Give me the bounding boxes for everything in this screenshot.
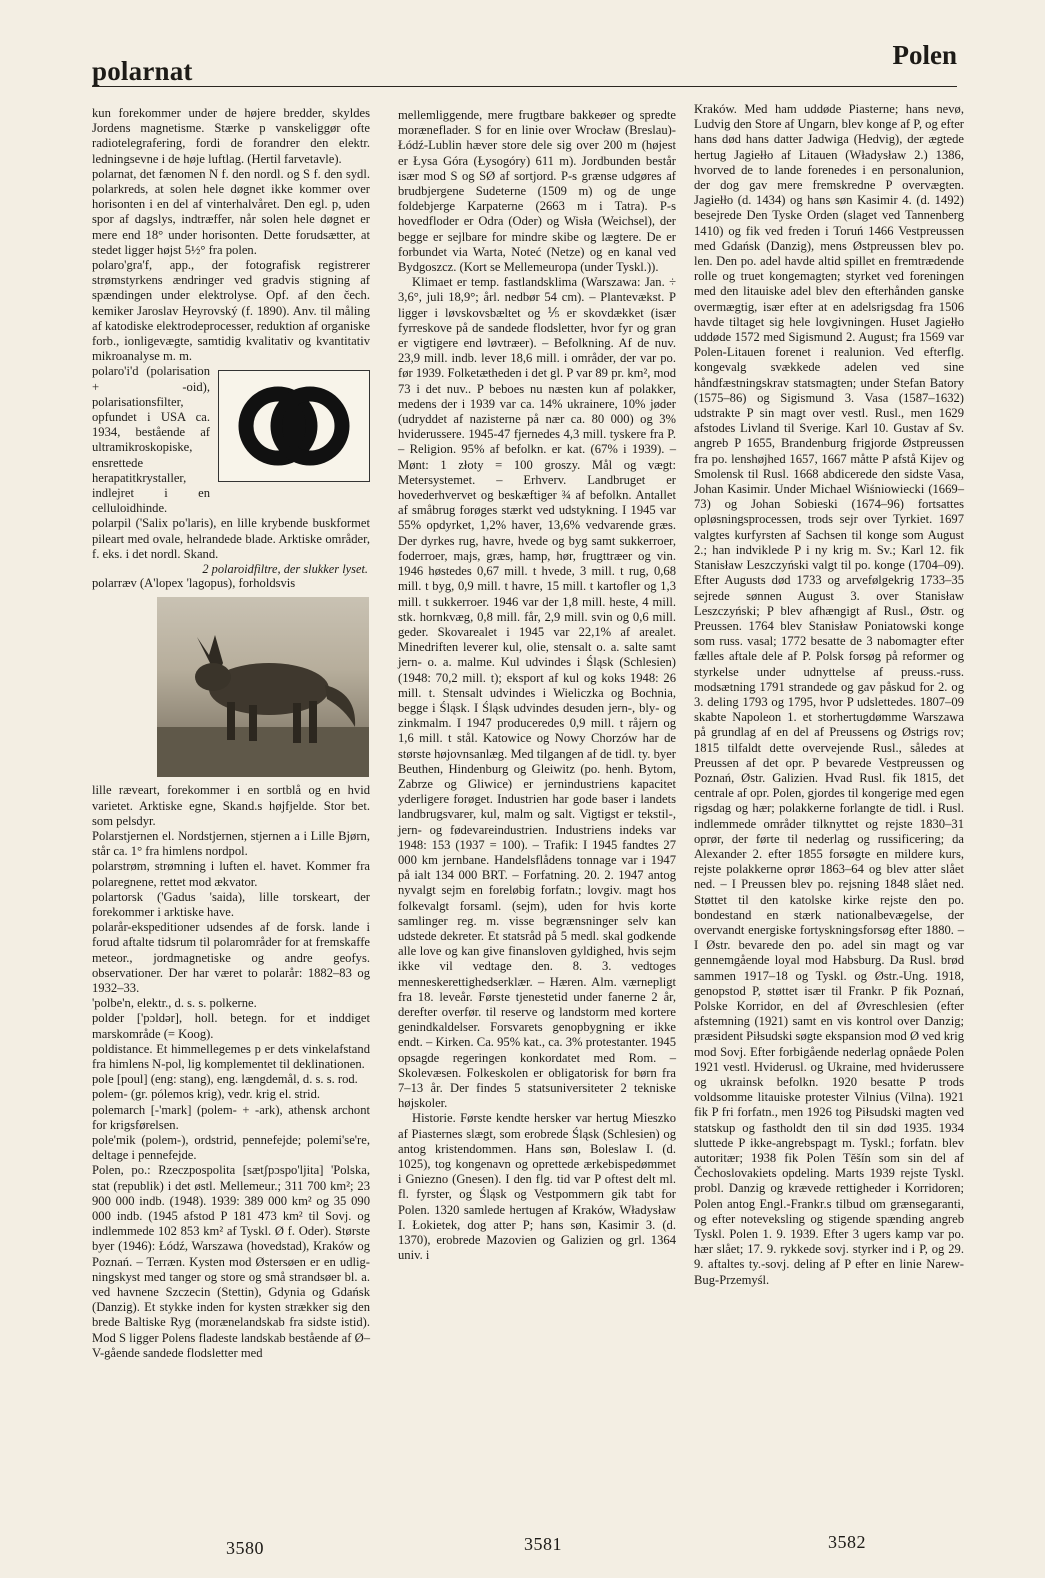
entry: Polen, po.: Rzeczpospolita [sætʃpɔspo'ljita] 'Polska, stat (republik) i det østl. Mellemeur.; 311 700 km²; 23 900 000 indb. (1948). 1939: 389 000 km² og 35 090 000 indb. (1945 afstod P 181 473 km² til Sovj. og indlemmede 102 853 km² af Tyskl. Ø f. Oder). Største byer (1946): Łódź, Warszawa (hovedstad), Kraków og Poznań. – Terræn. Kysten mod Østersøen er en udligningskyst med tanger og store og små strandsøer bl. a. ved havnene Szczecin (Stettin), Gdynia og Gdańsk (Danzig). Et stykke inden for kysten strækker sig den brede Baltiske Ryg (morænelandskab fra sidste istid). Mod S ligger Polens fladeste landskab bestående af Ø–V-gående sandede flodsletter med xyxy=(92,1163,370,1360)
entry: polarår-ekspeditioner udsendes af de forsk. lande i forud aftalte tidsrum til polarområder for at fremskaffe meteor., jordmagnetiske og andre geofys. observationer. Der har været to polarår: 1882–83 og 1932–33. xyxy=(92,920,370,995)
column-1 xyxy=(92,106,370,1361)
polaroid-filter-figure xyxy=(218,370,370,482)
entry: Kraków. Med ham uddøde Piasterne; hans nevø, Ludvig den Store af Ungarn, blev konge af P, og efter hans død hans datter Jadwiga (Hedvig), der ægtede hertug Jagiełło af Litauen (Władysław 2.) 1386, hvorved de to lande forenedes i en personalunion, der dog gav mere fremskredne P overvægten. Jagiełło (d. 1434) og hans søn Kasimir 4. (d. 1492) besejrede Den Tyske Orden (slaget ved Tannenberg 1410) og fik ved freden i Toruń 1466 Vestpreussen med Gdańsk (Danzig), mens Østpreussen blev po. len. Den po. adel havde altid spillet en fremtrædende rolle og truet kongemagten; styrket ved foreningen med den litauiske adel blev den efterhånden ganske overmægtig, især efter at en adelsrigsdag fra 1506 havde tiltaget sig hele lovgivningen. Huset Jagiełło uddøde 1572 med Sigismund 2. August; fra 1569 var Polen-Litauen forenet i realunion. Ved efterflg. kongevalg svækkede adelen ved sine håndfæstningskrav statsmagten; under Stefan Batory (1575–86) og Sigismund 3. Vasa (1587–1632) udstrakte P sin magt over vestl. Rusl., men 1629 afstodes Livland til Sverige. Karl 10. Gustav af Sv. angreb P 1655, Brandenburg frigjorde Østpreussen fra po. lenshøjhed 1657, 1667 måtte P afstå Kijev og Smolensk til Rusl. 1668 abdicerede den sidste Vasa, Johan Kasimir. Under Michael Wiśniowiecki (1669–73) og Johan Sobieski (1674–96) fortsattes opløsningsprocessen, trods sejr over Tyrkiet. 1697 valgtes kurfyrsten af Sachsen til konge som August 2.; han indviklede P i ny krig m. Sv.; Karl 12. fik Stanisław Leszczyński valgt til po. konge (1704–09). Efter Augusts død 1733 og arvefølgekrig 1733–35 sejrede sønnen August 3. over Stanisław Leszczyński; P blev afhængigt af Rusl., Østr. og Preussen. 1764 blev Stanisław Poniatowski konge som russ. vasal; 1772 besatte de 3 nabomagter efter fælles aftale dele af P. Polsk forsøg på reformer og styrkelse under udnyttelse af preuss.-russ. modsætning 1791 strandede og gav påskud for 2. og 3. deling 1793 og 1795, hvor P udslettedes. 1807–09 skabte Napoleon 1. et storhertugdømme Warszawa på grundlag af en del af Preussens og Østrigs rov; 1815 tilfaldt dette overvejende Rusl., således at Preussen af det opr. P bevarede Vestpreussen og Poznań, Østr. Galizien. Hvad Rusl. fik 1815, det centrale af opr. Polen, gjordes til kongerige med egen rigsdag og hær; polakkerne forlangte de tidl. i Rusl. indlemmede områder tilknyttet og rejste 1830–31 oprør, der førte til nederlag og russificering; da Alexander 2. efter 1855 forsøgte en mildere kurs, rejste polakkerne oprør 1863–64 og blev atter slået ned. – I Preussen blev po. rejsning 1848 slået ned. Støttet til den katolske kirke rejste den po. bondestand en stærk nationalbevægelse, der overvandt energiske fortyskningsforsøg efter 1880. – I Østr. bevarede den po. adel sin magt og var gennemgående loyal mod Habsburg. Da Rusl. brød sammen 1917–18 og Tyskl. og Østr.-Ung. 1918, genopstod P, støttet især til Frankr. P fik Poznań, Polske Korridor, en del af Øvreschlesien (efter afstemning (1921) samt en vis kontrol over Danzig; præsident Piłsudski søgte ekspansion mod Ø ved krig mod Sovj. Efter forbigående nederlag opnåede Polen 1921 vestl. Hviderusl. og Ukraine, med hviderussere og ukrainsk befolkn. 1920 besatte P trods voldsomme litauiske protester Vilnius (Vilna). 1921 fik P fri forfatn., men 1926 tog Piłsudski magten ved statskup og fastholdt den til sin død 1935. 1934 sluttede P ikke-angrebspagt m. Tyskl.; forfatn. blev autoritær; 1938 fik Polen Těšín som sin del af Čechoslovakiets opdeling. Marts 1939 rejste Tyskl. probl. Danzig og krævede rettigheder i Korridoren; Polen antog Engl.-Frankr.s tilbud om grænsegaranti, og efter noteveksling og stigende spænding angreb Tyskl. Polen 1. 9. 1939. Efter 3 ugers kamp var po. hær slået; 17. 9. rykkede sovj. styrker ind i P, og 29. 9. aftaltes ty.-sovj. deling af P efter en linie Narew-Bug-Przemyśl. xyxy=(694,102,964,1287)
entry: poldistance. Et himmellegemes p er dets vinkelafstand fra himlens N-pol, lig komplementet til deklinationen. xyxy=(92,1041,370,1071)
entry: polaro'gra'f, app., der fotografisk registrerer strømstyrkens ændringer ved gradvis stigning af spændingen under elektrolyse. Opf. af den čech. kemiker Jaroslav Heyrovský (f. 1890). Anv. til måling af katodiske elektrodeprocesser, reduktion af organiske forb., ionligevægte, samtidig kvalitativ og kvantitativ mikroanalyse m. m. xyxy=(92,258,370,364)
header-rule xyxy=(92,86,957,87)
entry: polarpil ('Salix po'laris), en lille krybende buskformet pileart med ovale, helrandede blade. Arktiske områder, f. eks. i det nordl. Skand. xyxy=(92,516,370,561)
figure-caption: 2 polaroidfiltre, der slukker lyset. xyxy=(202,562,368,577)
page-number: 3580 xyxy=(226,1538,264,1558)
entry: Polarstjernen el. Nordstjernen, stjernen a i Lille Bjørn, står ca. 1° fra himlens nordpol. xyxy=(92,828,370,859)
running-head-left: polarnat xyxy=(92,56,193,86)
entry: polaro'i'd (polarisation + -oid), polarisationsfilter, opfundet i USA ca. 1934, bestående af ultramikroskopiske, ensrettede herapatitkrystaller, indlejret i en celluloidhinde. xyxy=(92,364,210,516)
entry: pole [poul] (eng: stang), eng. længdemål, d. s. s. rod. xyxy=(92,1072,358,1087)
entry: polartorsk ('Gadus 'saida), lille torskeart, der forekommer i arktiske have. xyxy=(92,889,370,919)
entry: lille ræveart, forekommer i en sortblå og en hvid varietet. Arktiske egne, Skand.s højfjelde. Stor bet. som pelsdyr. xyxy=(92,783,370,828)
entry: polarnat, det fænomen N f. den nordl. og S f. den sydl. polarkreds, at solen hele døgnet ikke kommer over horisonten i en del af vinterhalvåret. Den egl. p, uden spor af dagslys, indtræffer, når solen hele døgnet er mere end 18° under horisonten. Dette forudsætter, at stedet ligger højst 5½° fra polen. xyxy=(92,166,370,257)
entry: polem- (gr. pólemos krig), vedr. krig el. strid. xyxy=(92,1087,321,1102)
page-number: 3582 xyxy=(828,1532,866,1552)
entry: polarræv (A'lopex 'lagopus), forholdsvis xyxy=(92,576,296,591)
entry: Historie. Første kendte hersker var hertug Mieszko af Piasternes slægt, som erobrede Śląsk (Schlesien) og antog kristendommen. Hans søn, Boleslaw I. (d. 1025), tog kongenavn og oprettede ærkebispedømmet i Gniezno (Gnesen). I den flg. tid var P oftest delt ml. fl. fyrster, og Śląsk og Vestpommern gik tabt for Polen. 1320 samlede hertugen af Kraków, Władysław I. Łokietek, dog atter P; hans søn, Kasimir 3. (d. 1370), erobrede Mazovien og Galizien og grl. 1364 univ. i xyxy=(398,1111,676,1263)
column-2 xyxy=(398,108,676,1263)
entry: polemarch [-'mark] (polem- + -ark), athensk archont for krigsførelsen. xyxy=(92,1102,370,1132)
running-head-right: Polen xyxy=(892,40,957,70)
entry: mellemliggende, mere frugtbare bakkeøer og spredte moræneflader. S for en linie over Wrocław (Breslau)-Łódź-Lublin hæver store dele sig over 200 m (højest er Łysa Góra (Łysogóry) 611 m). Jordbunden består især mod S og SØ af sortjord. P-s grænse udgøres af brudbjergene Sudeterne (1509 m) og de unge foldebjerge Karpaterne (2663 m i Tatra). P-s hovedfloder er Odra (Oder) og Wisła (Weichsel), der begge er sejlbare for mindre skibe og lægtere. De er forbundet via Warta, Noteć (Netze) og en kanal ved Bydgoszcz. (Kort se Mellemeuropa (under Tyskl.)). xyxy=(398,108,676,275)
arctic-fox-photo xyxy=(157,597,369,777)
entry: kun forekommer under de højere bredder, skyldes Jordens magnetisme. Stærke p vanskeliggør ofte radiotelegrafering, fordi de forandrer den elektr. ledningsevne i de høje luftlag. (Hertil farvetavle). xyxy=(92,106,370,166)
entry: pole'mik (polem-), ordstrid, pennefejde; polemi'se're, deltage i pennefejde. xyxy=(92,1132,370,1163)
page-number: 3581 xyxy=(524,1534,562,1554)
overlapping-rings-icon xyxy=(234,381,354,471)
fox-illustration xyxy=(157,597,369,777)
entry: 'polbe'n, elektr., d. s. s. polkerne. xyxy=(92,996,257,1011)
column-3 xyxy=(694,102,964,1288)
entry: polder ['pɔldər], holl. betegn. for et inddiget marskområde (= Koog). xyxy=(92,1011,370,1041)
entry: Klimaet er temp. fastlandsklima (Warszawa: Jan. ÷ 3,6°, juli 18,9°; årl. nedbør 54 cm). – Plantevækst. P ligger i løvskovsbæltet og ⅕ er skovdækket (især fyrreskove på de sandede flodsletter, hvor fyr og gran er vigtigere end løvtræer). – Befolkning. Af de nuv. 23,9 mill. indb. lever 18,6 mill. i områder, der var po. før 1939. Folketætheden i det gl. P var 89 pr. km², mod 73 i det nuv.. P beboes nu næsten kun af polakker, medens der i 1939 var ca. 14% ukrainere, 10% jøder (udryddet af nazisterne på nær ca. 80 000) og 3% hviderussere. 1945-47 fjernedes 4,3 mill. tyskere fra P. – Religion. 95% af befolkn. er kat. (67% i 1939). – Mønt: 1 złoty = 100 groszy. Mål og vægt: Metersystemet. – Erhverv. Landbruget er hovederhvervet og beskæftiger ¾ af befolkn. Antallet af småbrug forøges stærkt ved udstykning. I 1945 var 55% opdyrket, 1,2% haver, 13,6% vedvarende græs. Der dyrkes rug, havre, hvede og byg samt sukkerroer, foderroer, majs, græs, hamp, hør, frugttræer og vin. 1946 høstedes 0,67 mill. t hvede, 3 mill. t rug, 0,68 mill. t byg, 0,9 mill. t havre, 15 mill. t kartofler og 1,3 mill. t sukkerroer. 1946 var der 1,8 mill. heste, 4 mill. stk. hornkvæg, 0,8 mill. får, 2,9 mill. svin og 0,6 mill. geder. Skovarealet i 1945 var 22,1% af arealet. Minedriften leverer kul, olie, stensalt o. a. salte samt jern- o. a. malme. Kul udvindes i Śląsk (Schlesien) (1948: 70,2 mill. t); eksport af kul og koks 1948: 26 mill. t. Stensalt udvindes i Wieliczka og Bochnia, begge i Śląsk. I Śląsk udvindes desuden jern-, bly- og zinkmalm. I 1947 produceredes 0,9 mill. t råjern og 1,6 mill. t stål. Katowice og Nowy Chorzów har de største højovnsanlæg. Med tilgangen af de tidl. ty. byer Beuthen, Hindenburg og Gleiwitz (po. henh. Bytom, Zabrze og Gliwice) er jernindustriens kapacitet yderligere forøget. Industrien har gode baser i landets landbrugsvarer, kul, malm og salt. Vigtigst er tekstil-, jern- og fødevareindustrien. Industriens indeks var 1948: 153 (1937 = 100). – Trafik: I 1945 fandtes 27 000 km jernbane. Handelsflådens tonnage var i 1947 på ialt 134 000 BRT. – Forfatning. 20. 2. 1947 antog nyvalgt sejm en foreløbig forfatn.; lovgiv. magt hos folkevalgt forsaml. (sejm), uden for hvis korte samlinger reg. m. visse begrænsninger selv kan udstede dekreter. Et statsråd på 5 medl. skal godkende alle love og kan give finansloven gyldighed, hvis sejm ikke vil vedtage den. 8. 3. vedtoges menneskerettighedserklær. – Hæren. Alm. værnepligt fra 18. leveår. Første tjenestetid under fanerne 2 år, derefter overfør. til reserve og landstorm med kortere genindkaldelser. Forsvarets genopbygning er ikke endt. – Kirken. Ca. 95% kat., ca. 3% protestanter. 1945 opsagde regeringen konkordatet med Rom. – Skolevæsen. Folkeskolen er obligatorisk for børn fra 7–13 år. Der findes 5 statsuniversiteter 2 tekniske højskoler. xyxy=(398,275,676,1111)
entry: polarstrøm, strømning i luften el. havet. Kommer fra polaregnene, rettet mod ækvator. xyxy=(92,859,370,889)
